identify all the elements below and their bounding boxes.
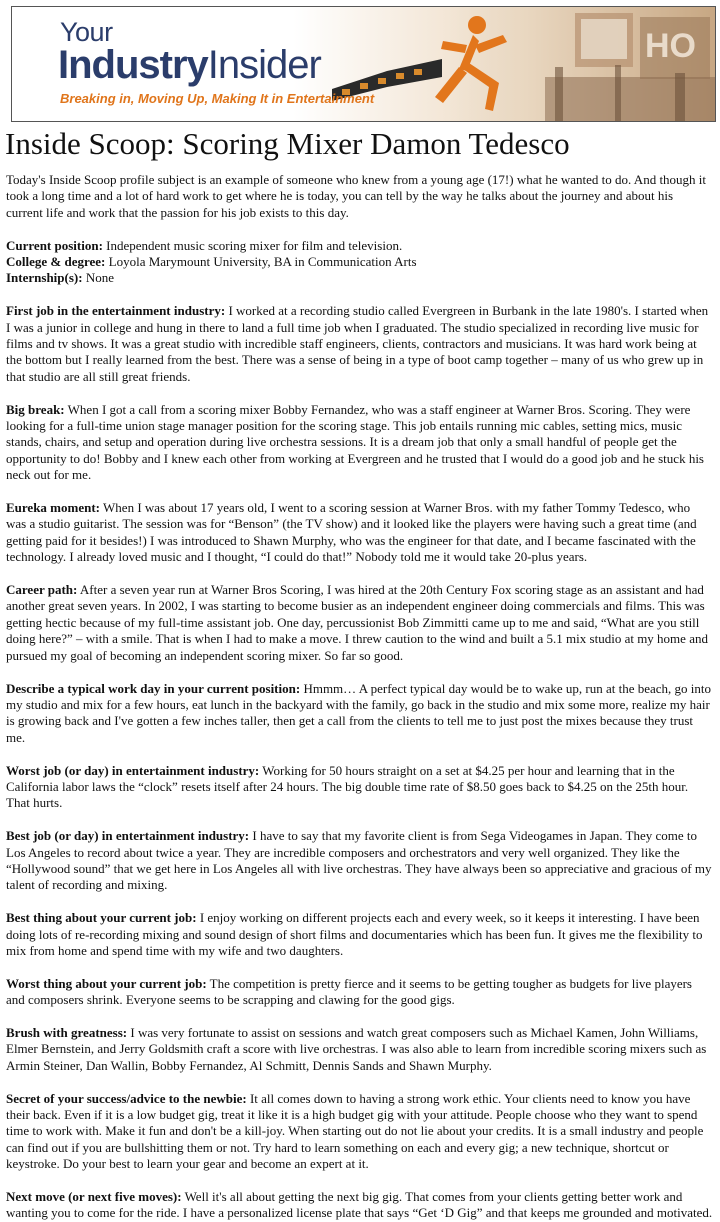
section-text: After a seven year run at Warner Bros Scoring, I was hired at the 20th Century Fox scoring stage as an assistant and had another great seven years. In 2002, I was starting to become busier as an independent engineer doing commercials and films. This was getting hectic because of my full-time assistant job. One day, percussionist Bob Zimmitti came up to me and said, “What are you still doing here?” – with a smile. That is when I had to make a move. I threw caution to the wind and built a 5.1 mix studio at my home and pursued my goal of becoming an independent scoring mixer. So far so good. xyxy=(6,582,708,663)
section-label: First job in the entertainment industry: xyxy=(6,303,226,319)
site-logo xyxy=(58,43,321,88)
section-label: Best job (or day) in entertainment industry: xyxy=(6,828,250,844)
section-brush-with-greatness xyxy=(6,1025,713,1074)
fact-college-degree xyxy=(6,254,713,270)
section-text: Well it's all about getting the next big gig. That comes from your clients getting better work and wanting you to come for the ride. I have a personalized license plate that says “Get ‘D Gig” and that keeps me grounded and motivated. xyxy=(6,1188,713,1221)
section-label: Brush with greatness: xyxy=(6,1024,128,1040)
section-label: Describe a typical work day in your current position: xyxy=(6,680,301,696)
section-text: When I was about 17 years old, I went to a scoring session at Warner Bros. with my father Tommy Tedesco, who was a studio guitarist. The session was for “Benson” (the TV show) and it looked like the players were having such a great time (and getting paid for it besides!) I was introduced to Shawn Murphy, who was the engineer for that date, and I became fascinated with the technology. I already loved music and I thought, “I could do that!” Nobody told me it would take 20-plus years. xyxy=(6,500,697,565)
fact-label: College & degree: xyxy=(6,254,106,270)
fact-value: Independent music scoring mixer for film and television. xyxy=(102,237,403,253)
section-text: When I got a call from a scoring mixer Bobby Fernandez, who was a staff engineer at Warner Bros. Scoring. They were looking for a full-time union stage manager position for the scoring stage. This job entails running mic cables, setting mics, music stands, chairs, and setup and operation during live orchestra sessions. It is a dream job that only a small handful of people get the opportunity to do! Bobby and I knew each other from working at Evergreen and he trusted that I would do a good job and he stuck his neck out for me. xyxy=(6,401,704,483)
section-text: I enjoy working on different projects each and every week, so it keeps it interesting. I have been doing lots of re-recording mixing and sound design of short films and documentaries which has been fun. It gives me the flexibility to mix from home and spend time with my wife and two daughters. xyxy=(6,910,703,958)
site-banner[interactable] xyxy=(11,6,716,122)
section-label: Worst job (or day) in entertainment industry: xyxy=(6,762,260,778)
article-intro: Today's Inside Scoop profile subject is an example of someone who knew from a young age (17!) what he wanted to do. And though it took a long time and a lot of hard work to get where he is today, you can tell by the way he talks about the journey and about his current life and work that the passion for his job exists to this day. xyxy=(6,172,707,220)
section-text: Hmmm… A perfect typical day would be to wake up, run at the beach, go into my studio and mix for a few hours, eat lunch in the backyard with the family, go back in the studio and mix some more, realize my hair is growing back and I've gotten a few inches taller, then get a call from the clients to tell me to just post the mixes because they trust me. xyxy=(6,680,712,745)
section-next-move xyxy=(6,1189,713,1222)
fact-label: Current position: xyxy=(6,237,103,253)
section-label: Best thing about your current job: xyxy=(6,910,197,926)
logo-insider-text: Insider xyxy=(207,43,321,87)
logo-industry-text: Industry xyxy=(58,43,208,87)
section-label: Big break: xyxy=(6,401,65,417)
section-text: I was very fortunate to assist on sessions and watch great composers such as Michael Kamen, John Williams, Elmer Bernstein, and Jerry Goldsmith craft a score with live orchestras. I was also able to learn from incredible scoring mixers such as Armin Steiner, Dan Wallin, Bobby Fernandez, Al Schmitt, Dennis Sands and Shawn Murphy. xyxy=(6,1024,707,1073)
section-typical-day xyxy=(6,681,713,747)
section-career-path xyxy=(6,582,713,664)
section-label: Career path: xyxy=(6,582,78,598)
svg-text:HO: HO xyxy=(645,27,696,65)
section-text: Working for 50 hours straight on a set at $4.25 per hour and learning that in the California labor laws the “clock” resets itself after 24 hours. The big double time rate of $8.50 goes back to $4.25 on the 25th hour. That hurts. xyxy=(6,762,689,811)
section-worst-thing xyxy=(6,976,713,1009)
section-label: Secret of your success/advice to the newbie: xyxy=(6,1090,247,1106)
section-text: I have to say that my favorite client is from Sega Videogames in Japan. They come to Los Angeles to record about twice a year. They are incredible composers and orchestrators and very well organized. They like the “Hollywood sound” that we get here in Los Angeles all with live orchestras. They have always been so appreciative and gracious of my talent of recording and mixing. xyxy=(6,828,712,893)
fact-value: Loyola Marymount University, BA in Communication Arts xyxy=(105,254,417,270)
running-figure-icon xyxy=(407,11,522,117)
profile-facts xyxy=(6,238,713,287)
section-text: I worked at a recording studio called Evergreen in Burbank in the late 1980's. I started when I was a junior in college and hung in there to land a full time job when I graduated. The studio specialized in recording live music for films and tv shows. It was a great studio with incredible staff engineers, clients, contractors and musicians. It was hard work being at the bottom but I really learned from the best. There was a sense of being in a type of boot camp together – many of us who grew up in that studio are all still great friends. xyxy=(6,303,709,384)
section-eureka-moment xyxy=(6,500,713,566)
fact-internships xyxy=(6,270,713,286)
section-worst-job xyxy=(6,763,713,812)
fact-current-position xyxy=(6,238,713,254)
fact-value: None xyxy=(82,270,114,286)
section-big-break xyxy=(6,402,713,484)
fact-label: Internship(s): xyxy=(6,270,83,286)
section-label: Worst thing about your current job: xyxy=(6,975,207,991)
section-text: The competition is pretty fierce and it seems to be getting tougher as budgets for live players and composers shrink. Everyone seems to be scrapping and clawing for the good gigs. xyxy=(6,975,692,1008)
section-secret-of-success xyxy=(6,1091,713,1173)
section-best-job xyxy=(6,828,713,894)
site-tagline: Breaking in, Moving Up, Making It in Entertainment xyxy=(60,91,375,106)
logo-your-text: Your xyxy=(60,17,113,47)
section-label: Next move (or next five moves): xyxy=(6,1188,182,1204)
section-text: It all comes down to having a strong work ethic. Your clients need to know you have their back. Even if it is a low budget gig, treat it like it is a high budget gig with your attitude. People choose who they want to spend time to work with. Make it fun and don't be a kill-joy. When starting out do not lie about your credits. It is a small industry and people can find out if you are bullshitting them or not. Try hard to learn something on each and every gig; a new technique, shortcut or keystroke. Do your best to learn your gear and become an expert at it. xyxy=(6,1090,704,1172)
section-first-job xyxy=(6,303,713,385)
article-body xyxy=(6,172,713,1222)
section-best-thing xyxy=(6,910,713,959)
section-label: Eureka moment: xyxy=(6,500,101,516)
article-title: Inside Scoop: Scoring Mixer Damon Tedesco xyxy=(5,126,570,161)
